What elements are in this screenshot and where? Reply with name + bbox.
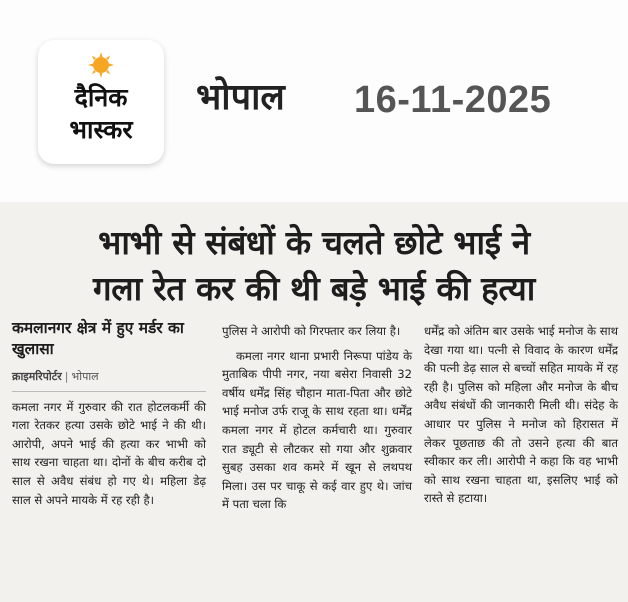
dainik-bhaskar-logo [38,40,164,164]
article-column-1 [12,318,206,509]
byline-location: भोपाल [71,370,99,383]
logo-text-bhaskar: भास्कर [69,115,133,144]
logo-text-dainik: दैनिक [74,83,128,112]
headline-line-2: गला रेत कर की थी बड़े भाई की हत्या [92,269,535,308]
edition-city: भोपाल [196,77,285,118]
column-2-paragraph-1: पुलिस ने आरोपी को गिरफ्तार कर लिया है। [222,324,401,338]
article-headline [10,220,618,312]
column-1-text: कमला नगर में गुरुवार की रात होटलकर्मी की गला रेतकर हत्या उसके छोटे भाई ने की थी। आरोपी, अपने भाई की हत्या कर भाभी को साथ रखना चाहता था। दोनों के बीच करीब दो साल से अवैध संबंध हो गए थे। महिला डेढ़ साल से अपने मायके में रह रही है। [12,399,206,507]
sun-icon [88,52,114,78]
column-2-paragraph-2: कमला नगर थाना प्रभारी निरूपा पांडेय के मुताबिक पीपी नगर, नया बसेरा निवासी 32 वर्षीय धर्मेंद्र सिंह चौहान माता-पिता और छोटे भाई मनोज उर्फ राजू के साथ रहता था। धर्मेंद्र कमला नगर में होटल कर्मचारी था। गुरुवार रात ड्यूटी से लौटकर सो गया और शुक्रवार सुबह उसका शव कमरे में खून से लथपथ मिला। उस पर चाकू से कई वार हुए थे। जांच में पता चला कि [222,348,412,512]
column-3-text: धर्मेंद्र को अंतिम बार उसके भाई मनोज के साथ देखा गया था। पत्नी से विवाद के कारण धर्मेंद्र की पत्नी डेढ़ साल से बच्चों सहित मायके में रह रही है। पुलिस को महिला और मनोज के बीच अवैध संबंधों की जानकारी मिली थी। संदेह के आधार पर पुलिस ने मनोज को हिरासत में लेकर पूछताछ की तो उसने हत्या की बात स्वीकार कर ली। आरोपी ने कहा कि वह भाभी को साथ रखना चाहता था, इसलिए भाई को रास्ते से हटाया। [424,324,618,506]
article-subheadline: कमलानगर क्षेत्र में हुए मर्डर का खुलासा [12,319,184,358]
byline-author: क्राइमरिपोर्टर [12,370,62,383]
article-column-2 [222,322,412,514]
article-byline [12,368,206,392]
edition-date: 16-11-2025 [354,79,552,121]
byline-separator: | [64,370,69,383]
headline-line-1: भाभी से संबंधों के चलते छोटे भाई ने [98,223,530,262]
news-clipping [0,202,628,602]
article-column-3 [424,322,618,508]
